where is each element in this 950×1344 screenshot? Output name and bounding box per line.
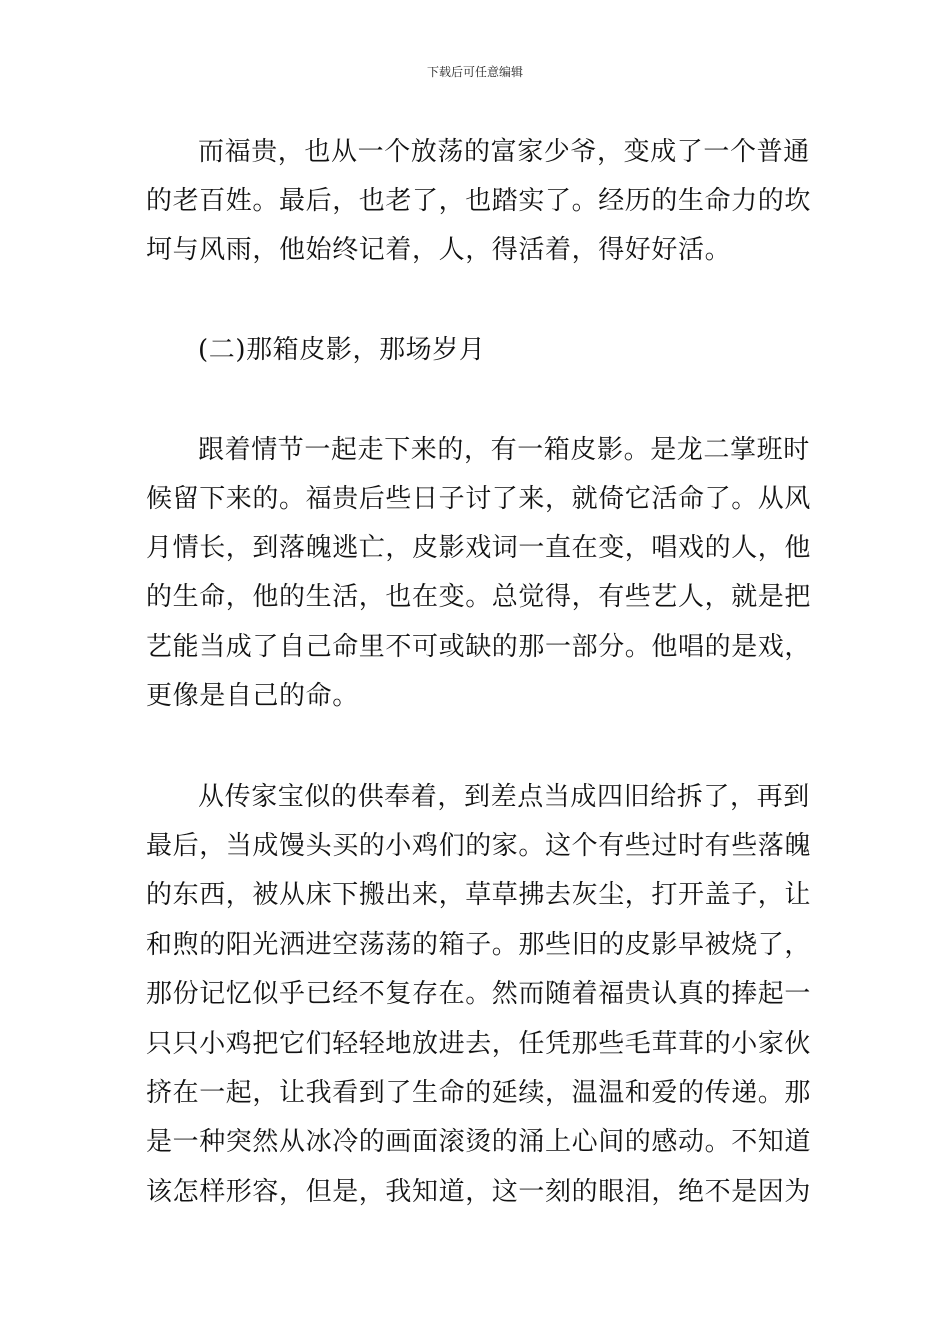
paragraph-3-line-2: 最后，当成馒头买的小鸡们的家。这个有些过时有些落魄 [146,831,812,861]
paragraph-2-line-2: 候留下来的。福贵后些日子讨了来，就倚它活命了。从风 [146,484,812,514]
paragraph-3-line-7: 挤在一起，让我看到了生命的延续，温温和爱的传递。那 [146,1078,812,1108]
paragraph-3-line-4: 和煦的阳光洒进空荡荡的箱子。那些旧的皮影早被烧了， [146,930,812,960]
paragraph-3-line-1: 从传家宝似的供奉着，到差点当成四旧给拆了，再到 [198,782,810,812]
paragraph-2-line-5: 艺能当成了自己命里不可或缺的那一部分。他唱的是戏， [146,632,812,662]
paragraph-1-line-3: 坷与风雨，他始终记着，人，得活着，得好好活。 [146,235,732,265]
page-header: 下载后可任意编辑 [426,65,523,79]
paragraph-3-line-9: 该怎样形容，但是，我知道，这一刻的眼泪，绝不是因为 [146,1177,812,1207]
paragraph-1-line-1: 而福贵，也从一个放荡的富家少爷，变成了一个普通 [198,137,810,167]
paragraph-2-line-6: 更像是自己的命。 [146,681,359,711]
paragraph-2-line-3: 月情长，到落魄逃亡，皮影戏词一直在变，唱戏的人，他 [146,533,812,563]
paragraph-3-line-3: 的东西，被从床下搬出来，草草拂去灰尘，打开盖子，让 [146,880,812,910]
section-heading: (二)那箱皮影，那场岁月 [198,335,486,365]
paragraph-2-line-1: 跟着情节一起走下来的，有一箱皮影。是龙二掌班时 [198,435,810,465]
paragraph-1-line-2: 的老百姓。最后，也老了，也踏实了。经历的生命力的坎 [146,186,812,216]
paragraph-3-line-6: 只只小鸡把它们轻轻地放进去，任凭那些毛茸茸的小家伙 [146,1029,812,1059]
paragraph-3-line-5: 那份记忆似乎已经不复存在。然而随着福贵认真的捧起一 [146,979,812,1009]
paragraph-3-line-8: 是一种突然从冰冷的画面滚烫的涌上心间的感动。不知道 [146,1127,812,1157]
paragraph-2-line-4: 的生命，他的生活，也在变。总觉得，有些艺人，就是把 [146,582,812,612]
